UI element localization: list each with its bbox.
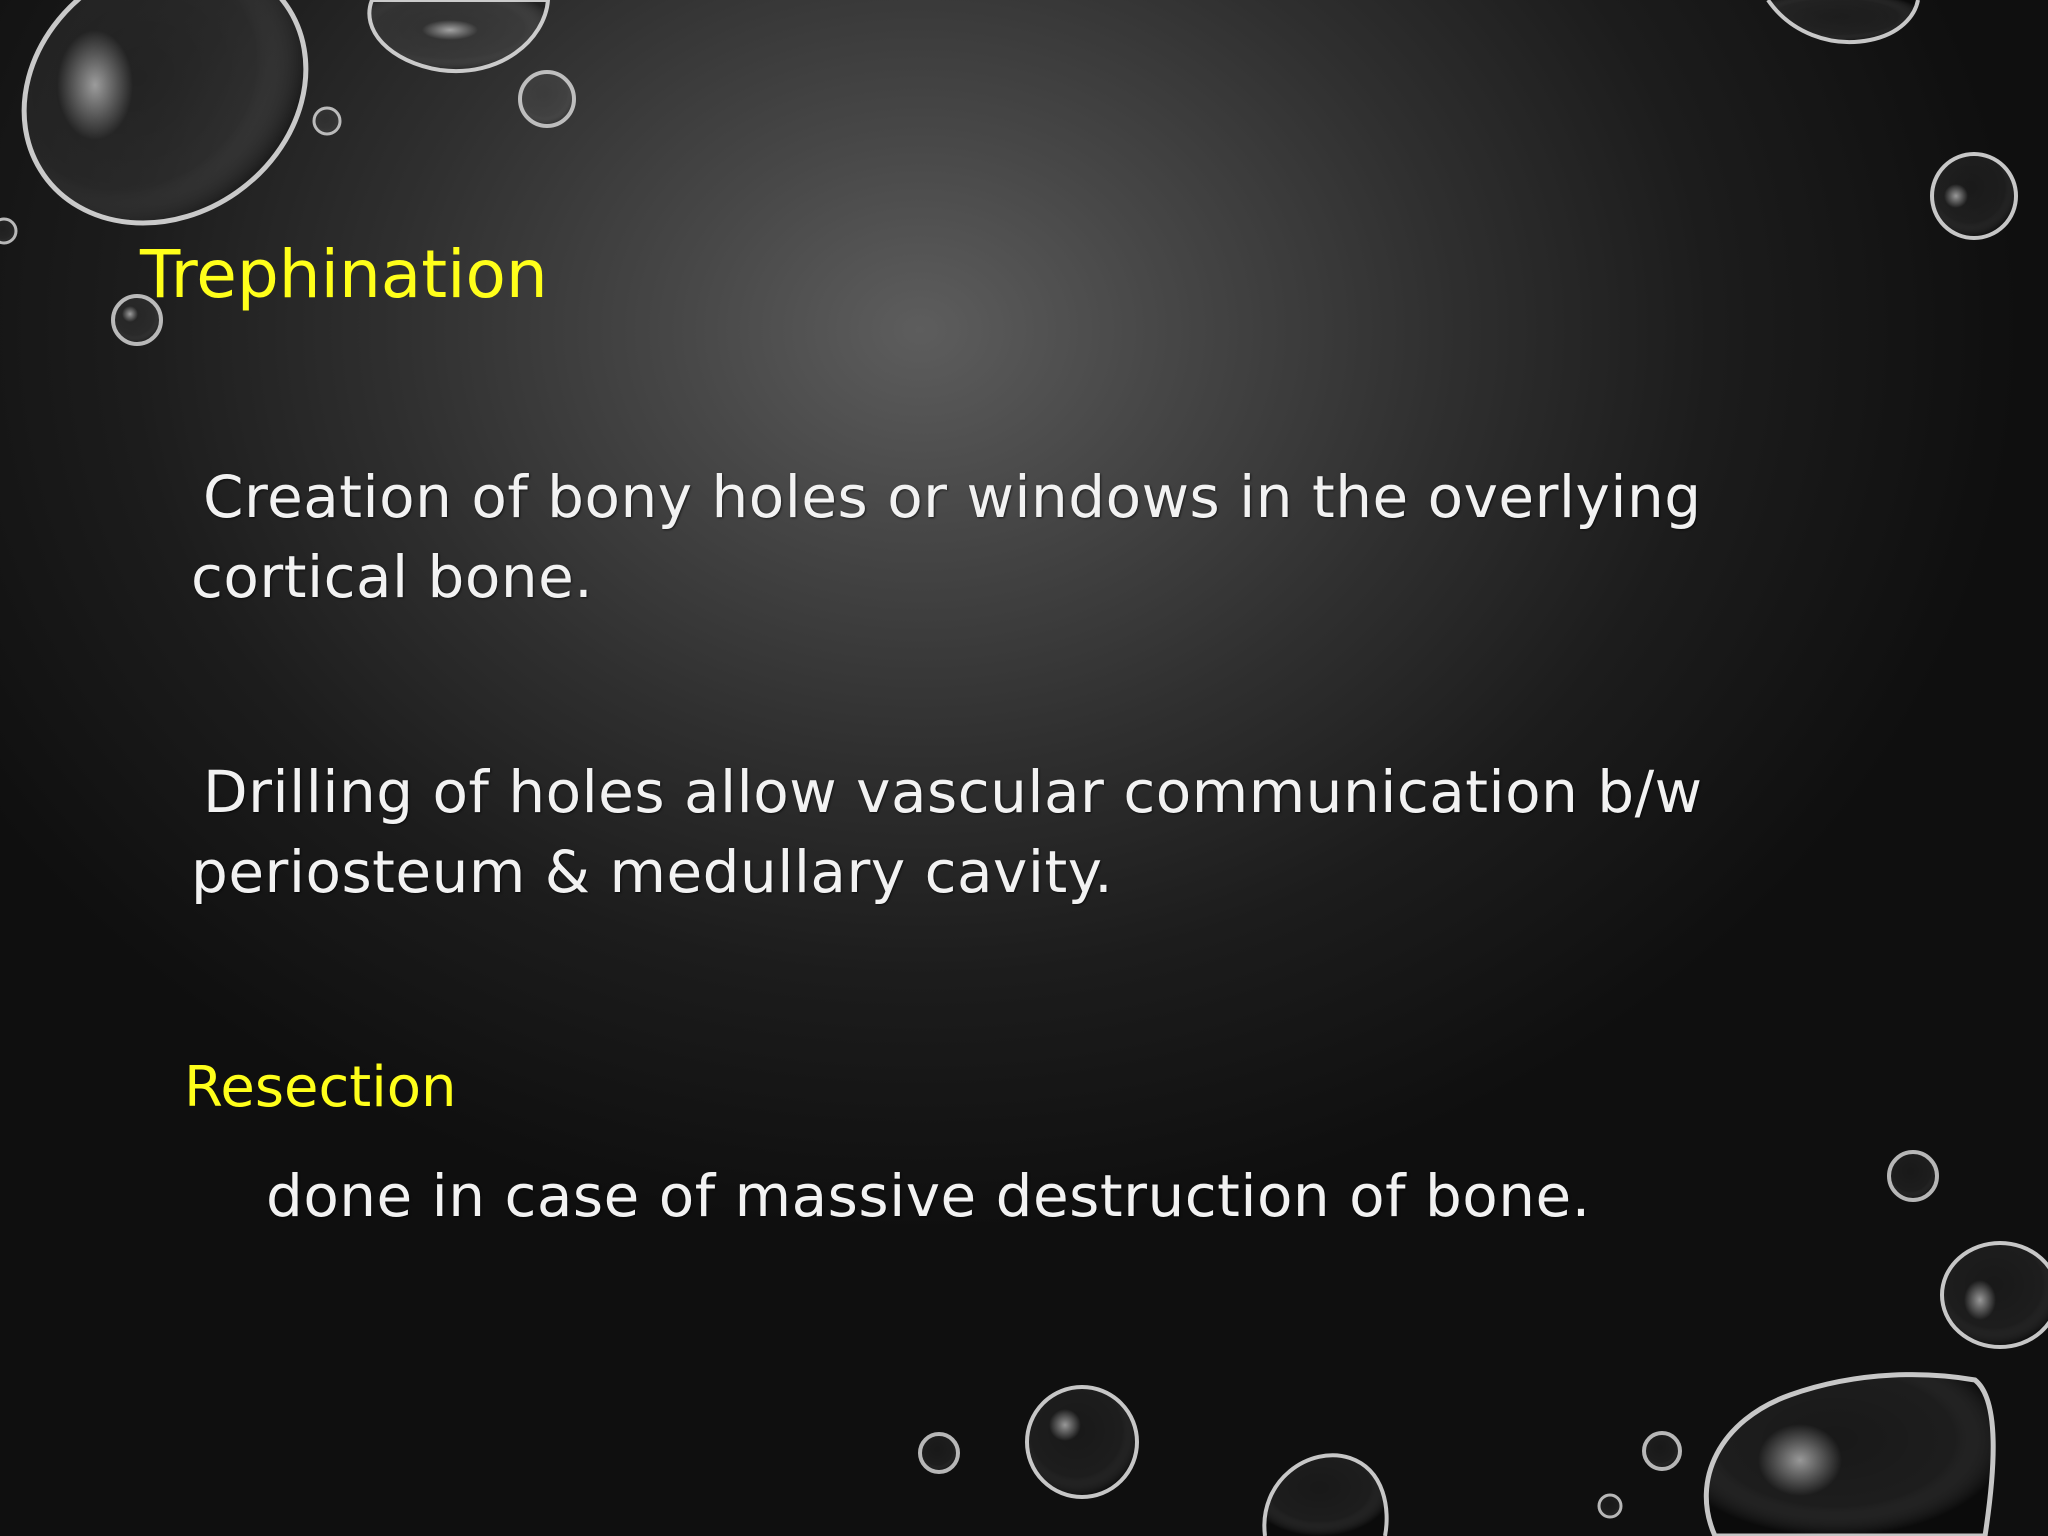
paragraph-3: done in case of massive destruction of bone. [266, 1162, 1591, 1230]
droplet-small [1644, 1433, 1680, 1469]
droplet-bottom-center-right [1264, 1455, 1386, 1536]
heading-trephination: Trephination [140, 236, 548, 313]
droplet-top-blob [369, 0, 548, 71]
droplet-bottom-right-large [1706, 1375, 1993, 1536]
droplet-tiny [314, 108, 340, 134]
droplet-bottom-right-medium [1942, 1243, 2048, 1347]
droplet-tiny [0, 219, 16, 243]
droplet-small [1889, 1152, 1937, 1200]
droplet-top-right [1768, 0, 1918, 42]
droplet-tiny [1599, 1495, 1621, 1517]
droplet-right [1932, 154, 2016, 238]
droplet-small [920, 1434, 958, 1472]
paragraph-1-line-1: Creation of bony holes or windows in the overlying [203, 463, 1702, 531]
paragraph-1-line-2: cortical bone. [191, 543, 594, 611]
heading-resection: Resection [184, 1055, 457, 1120]
paragraph-2-line-1: Drilling of holes allow vascular communication b/w [203, 758, 1703, 826]
paragraph-2-line-2: periosteum & medullary cavity. [191, 838, 1114, 906]
droplet-small [520, 72, 574, 126]
droplet-bottom-center [1027, 1387, 1137, 1497]
